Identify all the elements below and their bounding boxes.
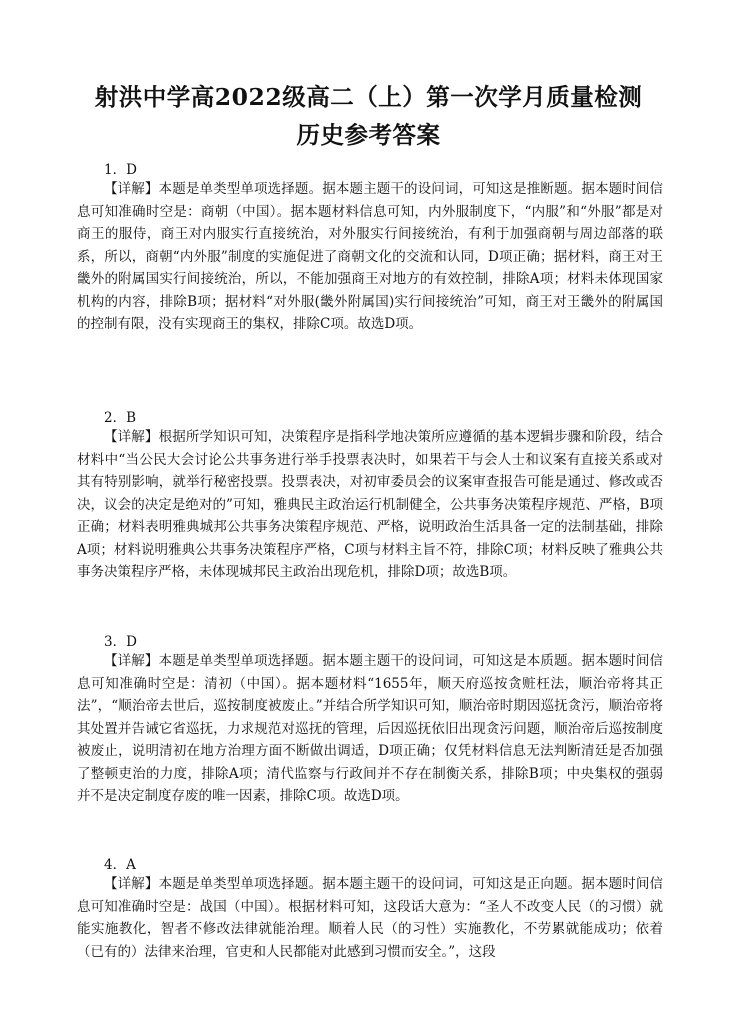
question-2-text: 根据所学知识可知，决策程序是指科学地决策所应遵循的基本逻辑步骤和阶段，结合材料中“当公民大会讨论公共事务进行举手投票表决时，如果若干与会人士和议案有直接关系或对其有特别影响，就举行秘密投票。投票表决，对初审委员会的议案审查报告可能是通过、修改或否决，议会的决定是绝对的”可知，雅典民主政治运行机制健全，公共事务决策程序规范、严格，B项正确；材料表明雅典城邦公共事务决策程序规范、严格，说明政治生活具备一定的法制基础，排除A项；材料说明雅典公共事务决策程序严格，C项与材料主旨不符，排除C项；材料反映了雅典公共事务决策程序严格，未体现城邦民主政治出现危机，排除D项；故选B项。 <box>77 429 664 580</box>
question-3-number: 3．D <box>104 634 137 650</box>
question-4-number: 4．A <box>104 857 136 873</box>
question-4-tag: 【详解】 <box>104 876 159 892</box>
question-4-explanation <box>77 873 663 963</box>
question-2-tag: 【详解】 <box>104 429 159 445</box>
question-3-text: 本题是单类型单项选择题。据本题主题干的设问词，可知这是本质题。据本题时间信息可知准确时空是：清初（中国）。据本题材料“1655年，顺天府巡按贪赃枉法，顺治帝将其正法”，“顺治帝去世后，巡按制度被废止。”并结合所学知识可知，顺治帝时期因巡抚贪污，顺治帝将其处置并告诫它省巡抚，力求规范对巡抚的管理，后因巡抚依旧出现贪污问题，顺治帝后巡按制度被废止，说明清初在地方治理方面不断做出调适，D项正确；仅凭材料信息无法判断清廷是否加强了整顿吏治的力度，排除A项；清代监察与行政间并不存在制衡关系，排除B项；中央集权的强弱并不是决定制度存废的唯一因素，排除C项。故选D项。 <box>77 653 664 804</box>
question-3-explanation <box>77 650 663 808</box>
question-2-number: 2．B <box>104 410 137 426</box>
question-1-number: 1．D <box>104 162 137 178</box>
question-2-explanation <box>77 426 663 584</box>
question-1-tag: 【详解】 <box>104 181 159 197</box>
document-title: 射洪中学高2022级高二（上）第一次学月质量检测 <box>94 83 643 111</box>
question-3-tag: 【详解】 <box>104 653 159 669</box>
question-1-text: 本题是单类型单项选择题。据本题主题干的设问词，可知这是推断题。据本题时间信息可知准确时空是：商朝（中国）。据本题材料信息可知，内外服制度下，“内服”和“外服”都是对商王的服侍，商王对内服实行直接统治，对外服实行间接统治，有利于加强商朝与周边部落的联系，所以，商朝“内外服”制度的实施促进了商朝文化的交流和认同，D项正确；据材料，商王对王畿外的附属国实行间接统治，所以，不能加强商王对地方的有效控制，排除A项；材料未体现国家机构的内容，排除B项；据材料“对外服(畿外附属国)实行间接统治”可知，商王对王畿外的附属国的控制有限，没有实现商王的集权，排除C项。故选D项。 <box>77 181 664 332</box>
question-1-explanation <box>77 178 663 336</box>
document-subtitle: 历史参考答案 <box>296 121 441 149</box>
question-4-text: 本题是单类型单项选择题。据本题主题干的设问词，可知这是正向题。据本题时间信息可知准确时空是：战国（中国）。根据材料可知，这段话大意为：“圣人不改变人民（的习惯）就能实施教化，智者不修改法律就能治理。顺着人民（的习性）实施教化，不劳累就能成功；依着（已有的）法律来治理，官吏和人民都能对此感到习惯而安全。”，这段 <box>77 876 664 960</box>
